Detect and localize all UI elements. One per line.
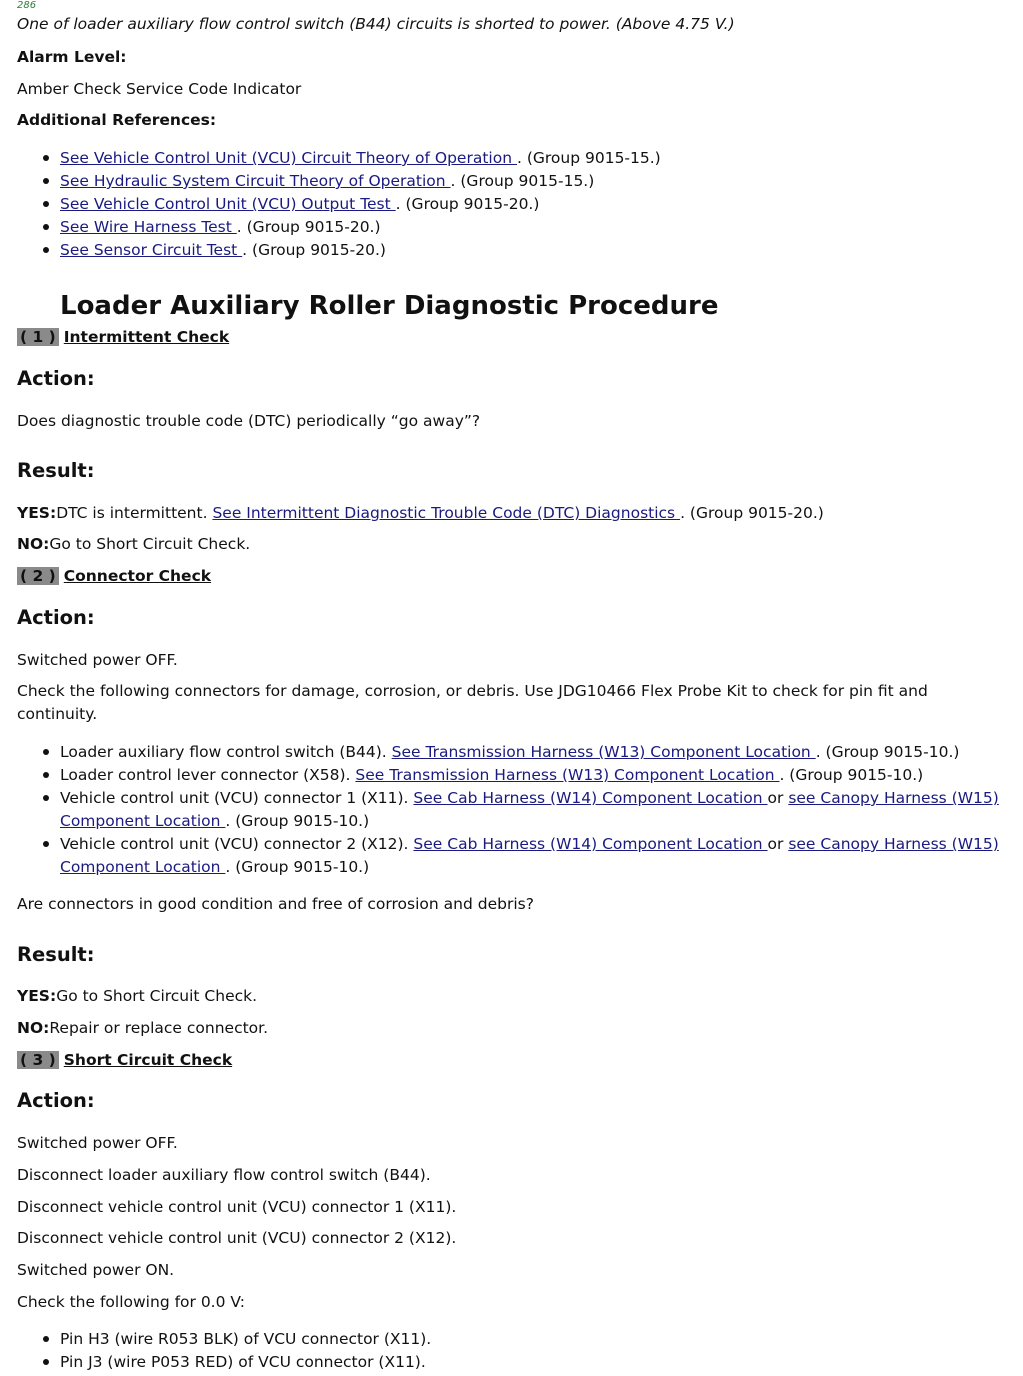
result-yes	[17, 986, 257, 1006]
bullet-icon	[43, 795, 49, 801]
reference-link[interactable]: See Wire Harness Test	[60, 218, 237, 236]
reference-group: . (Group 9015-15.)	[516, 149, 661, 167]
connector-group: . (Group 9015-10.)	[225, 812, 370, 830]
result-yes	[17, 503, 824, 523]
or-text: or	[767, 835, 789, 853]
yes-label: YES:	[17, 987, 57, 1005]
step-heading	[17, 1050, 232, 1070]
action-text: Check the following connectors for damage, corrosion, or debris. Use JDG10466 Flex Probe Kit to check for pin fit and	[17, 682, 928, 700]
bullet-icon	[43, 841, 49, 847]
list-item-continuation	[60, 857, 369, 877]
action-text: continuity.	[17, 705, 98, 723]
action-heading: Action:	[17, 606, 95, 629]
action-heading: Action:	[17, 1089, 95, 1112]
canopy-harness-link[interactable]: Component Location	[60, 812, 226, 830]
step-heading	[17, 327, 229, 347]
procedure-title: Loader Auxiliary Roller Diagnostic Procedure	[60, 291, 719, 321]
connector-group: . (Group 9015-10.)	[815, 743, 960, 761]
result-heading: Result:	[17, 459, 95, 482]
step-number: ( 1 )	[17, 328, 59, 346]
alarm-level-label: Alarm Level:	[17, 48, 127, 66]
connector-text: Loader control lever connector (X58).	[60, 766, 356, 784]
list-item: Pin H3 (wire R053 BLK) of VCU connector (X11).	[60, 1330, 432, 1348]
reference-group: . (Group 9015-20.)	[236, 218, 381, 236]
connector-group: . (Group 9015-10.)	[779, 766, 924, 784]
canopy-harness-link[interactable]: Component Location	[60, 858, 226, 876]
or-text: or	[767, 789, 789, 807]
list-item	[60, 217, 381, 237]
step-title-link[interactable]: Short Circuit Check	[63, 1051, 233, 1069]
list-item	[60, 171, 594, 191]
no-label: NO:	[17, 535, 50, 553]
canopy-harness-link[interactable]: see Canopy Harness (W15)	[788, 789, 999, 807]
action-text: Switched power OFF.	[17, 651, 178, 669]
yes-suffix: . (Group 9015-20.)	[680, 504, 824, 522]
reference-link[interactable]: See Sensor Circuit Test	[60, 241, 243, 259]
connector-group: . (Group 9015-10.)	[225, 858, 370, 876]
action-text: Switched power ON.	[17, 1261, 175, 1279]
list-item-continuation	[60, 811, 369, 831]
cab-harness-link[interactable]: See Cab Harness (W14) Component Location	[413, 835, 768, 853]
bullet-icon	[43, 224, 49, 230]
result-heading: Result:	[17, 943, 95, 966]
cab-harness-link[interactable]: See Cab Harness (W14) Component Location	[413, 789, 768, 807]
step-heading	[17, 566, 211, 586]
intermittent-dtc-link[interactable]: See Intermittent Diagnostic Trouble Code (DTC) Diagnostics	[212, 504, 681, 522]
action-heading: Action:	[17, 367, 95, 390]
reference-group: . (Group 9015-20.)	[395, 195, 540, 213]
component-location-link[interactable]: See Transmission Harness (W13) Component Location	[355, 766, 780, 784]
bullet-icon	[43, 772, 49, 778]
question-text: Are connectors in good condition and free of corrosion and debris?	[17, 895, 534, 913]
connector-text: Loader auxiliary flow control switch (B44).	[60, 743, 392, 761]
yes-text: Go to Short Circuit Check.	[56, 987, 258, 1005]
bullet-icon	[43, 155, 49, 161]
list-item	[60, 194, 539, 214]
step-title-link[interactable]: Connector Check	[63, 567, 212, 585]
additional-references-label: Additional References:	[17, 111, 217, 129]
action-text: Check the following for 0.0 V:	[17, 1293, 245, 1311]
bullet-icon	[43, 1359, 49, 1365]
step-number: ( 2 )	[17, 567, 59, 585]
action-text: Switched power OFF.	[17, 1134, 178, 1152]
list-item: Pin J3 (wire P053 RED) of VCU connector (X11).	[60, 1353, 426, 1371]
yes-text: DTC is intermittent.	[56, 504, 213, 522]
list-item	[60, 148, 661, 168]
reference-group: . (Group 9015-15.)	[450, 172, 595, 190]
yes-label: YES:	[17, 504, 57, 522]
list-item	[60, 788, 999, 808]
intro-text: One of loader auxiliary flow control switch (B44) circuits is shorted to power. (Above 4.75 V.)	[17, 15, 735, 33]
result-no	[17, 1018, 268, 1038]
reference-link[interactable]: See Vehicle Control Unit (VCU) Circuit Theory of Operation	[60, 149, 517, 167]
connector-text: Vehicle control unit (VCU) connector 1 (X11).	[60, 789, 414, 807]
bullet-icon	[43, 749, 49, 755]
canopy-harness-link[interactable]: see Canopy Harness (W15)	[788, 835, 999, 853]
no-text: Repair or replace connector.	[49, 1019, 269, 1037]
step-title-link[interactable]: Intermittent Check	[63, 328, 230, 346]
action-text: Disconnect vehicle control unit (VCU) connector 2 (X12).	[17, 1229, 457, 1247]
bullet-icon	[43, 201, 49, 207]
action-text: Does diagnostic trouble code (DTC) periodically “go away”?	[17, 412, 481, 430]
list-item	[60, 765, 923, 785]
list-item	[60, 240, 386, 260]
step-number: ( 3 )	[17, 1051, 59, 1069]
reference-group: . (Group 9015-20.)	[242, 241, 386, 259]
bullet-icon	[43, 1336, 49, 1342]
connector-text: Vehicle control unit (VCU) connector 2 (X12).	[60, 835, 414, 853]
alarm-level-value: Amber Check Service Code Indicator	[17, 80, 302, 98]
no-label: NO:	[17, 1019, 50, 1037]
bullet-icon	[43, 247, 49, 253]
action-text: Disconnect vehicle control unit (VCU) connector 1 (X11).	[17, 1198, 457, 1216]
result-no	[17, 534, 250, 554]
list-item	[60, 834, 999, 854]
component-location-link[interactable]: See Transmission Harness (W13) Component Location	[391, 743, 816, 761]
reference-link[interactable]: See Vehicle Control Unit (VCU) Output Test	[60, 195, 396, 213]
page-number: 286	[17, 0, 37, 11]
action-text: Disconnect loader auxiliary flow control switch (B44).	[17, 1166, 431, 1184]
reference-link[interactable]: See Hydraulic System Circuit Theory of Operation	[60, 172, 451, 190]
list-item	[60, 742, 959, 762]
bullet-icon	[43, 178, 49, 184]
no-text: Go to Short Circuit Check.	[49, 535, 251, 553]
